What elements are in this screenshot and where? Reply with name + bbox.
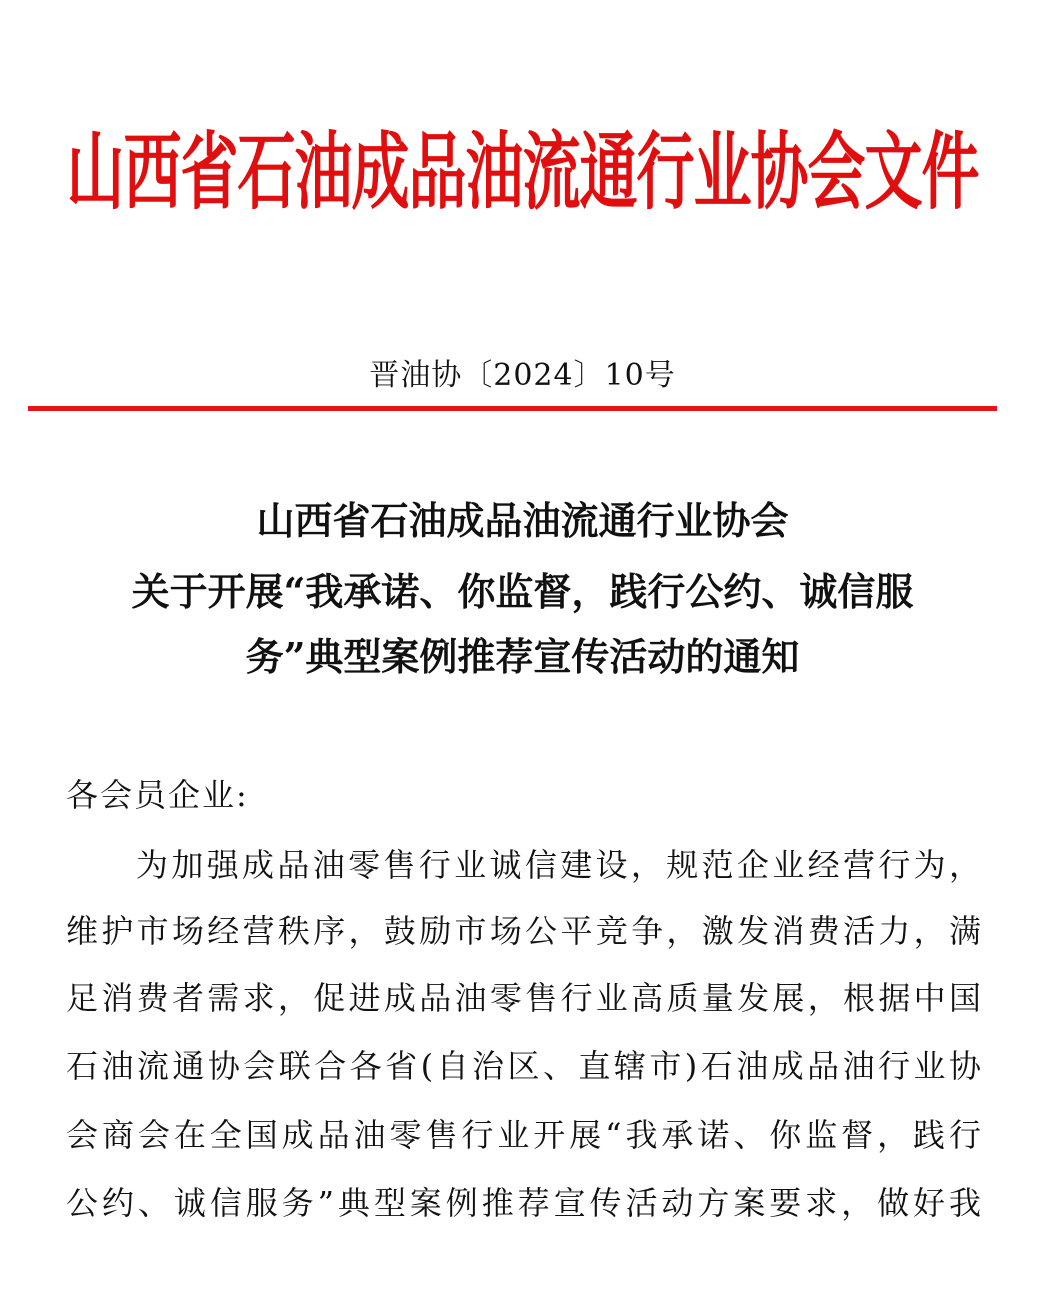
- document-number: 晋油协〔2024〕10号: [369, 358, 676, 393]
- masthead-title: 山西省石油成品油流通行业协会文件: [66, 122, 979, 222]
- salutation: 各会员企业:: [66, 776, 249, 814]
- notice-title-line-3: 务”典型案例推荐宣传活动的通知: [245, 634, 800, 679]
- body-paragraph-line: 为加强成品油零售行业诚信建设，规范企业经营行为，: [136, 846, 981, 884]
- body-paragraph-line: 会商会在全国成品油零售行业开展“我承诺、你监督，践行: [66, 1116, 981, 1154]
- body-paragraph-line: 维护市场经营秩序，鼓励市场公平竞争，激发消费活力，满: [66, 912, 981, 950]
- body-paragraph-line: 公约、诚信服务”典型案例推荐宣传活动方案要求，做好我: [66, 1184, 981, 1222]
- notice-title-line-1: 山西省石油成品油流通行业协会: [256, 498, 789, 543]
- notice-title-line-2: 关于开展“我承诺、你监督，践行公约、诚信服: [131, 569, 914, 614]
- body-paragraph-line: 石油流通协会联合各省(自治区、直辖市)石油成品油行业协: [66, 1047, 981, 1085]
- body-paragraph-line: 足消费者需求，促进成品油零售行业高质量发展，根据中国: [66, 979, 981, 1017]
- red-divider: [28, 406, 997, 411]
